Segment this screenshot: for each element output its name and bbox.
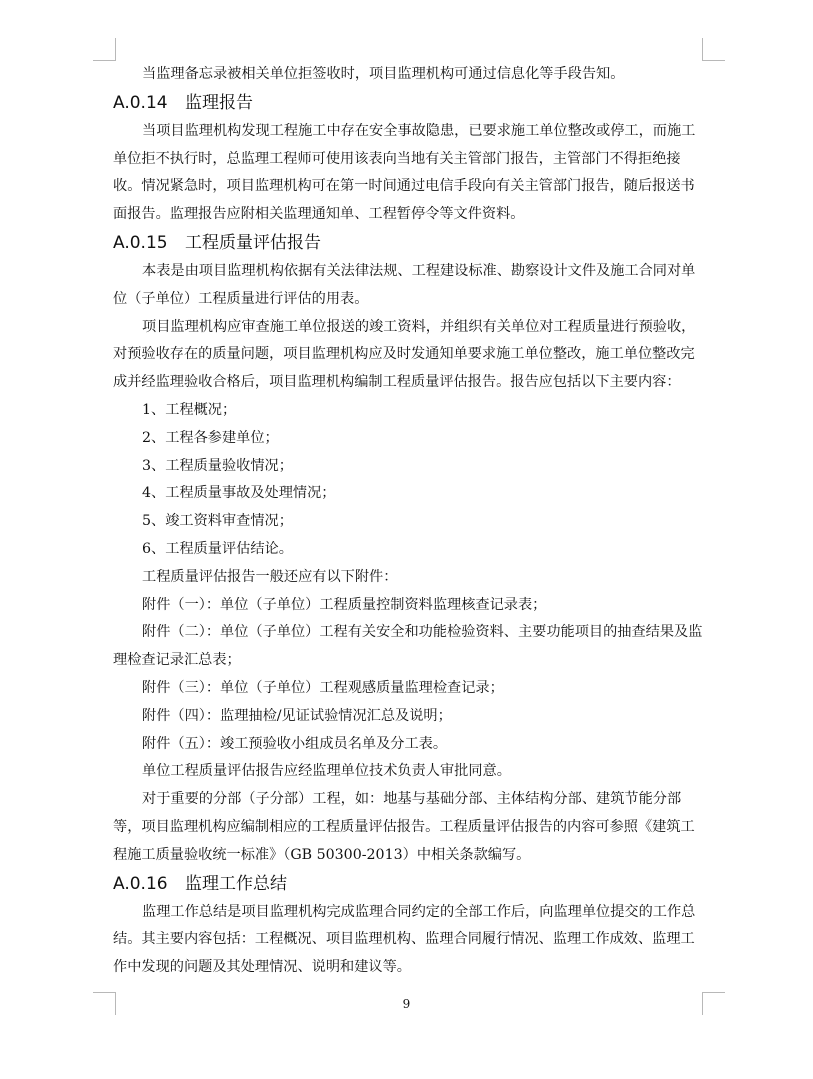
paragraph: 附件（三）：单位（子单位）工程观感质量监理检查记录； bbox=[142, 679, 504, 696]
section-title: 监理报告 bbox=[185, 92, 253, 113]
paragraph: 当项目监理机构发现工程施工中存在安全事故隐患，已要求施工单位整改或停工，而施工单位拒不执行时，总监理工程师可使用该表向当地有关主管部门报告，主管部门不得拒绝接收。情况紧急时，项目监理机构可在第一时间通过电信手段向有关主管部门报告，随后报送书面报告。监理报告应附相关监理通知单、工程暂停令等文件资料。 bbox=[113, 122, 696, 223]
paragraph: 附件（四）：监理抽检/见证试验情况汇总及说明； bbox=[142, 707, 452, 724]
list-item: 6、工程质量评估结论。 bbox=[142, 540, 293, 557]
document-body bbox=[113, 61, 705, 982]
paragraph: 单位工程质量评估报告应经监理单位技术负责人审批同意。 bbox=[142, 763, 511, 780]
paragraph: 附件（一）：单位（子单位）工程质量控制资料监理核查记录表； bbox=[142, 596, 547, 613]
crop-mark-top-left bbox=[93, 38, 116, 61]
paragraph: 监理工作总结是项目监理机构完成监理合同约定的全部工作后，向监理单位提交的工作总结。其主要内容包括：工程概况、项目监理机构、监理合同履行情况、监理工作成效、监理工作中发现的问题及其处理情况、说明和建议等。 bbox=[113, 903, 696, 976]
crop-mark-top-right bbox=[702, 38, 725, 61]
page-number: 9 bbox=[402, 997, 411, 1011]
list-item: 2、工程各参建单位； bbox=[142, 429, 279, 446]
section-heading bbox=[113, 89, 705, 118]
list-item: 5、竣工资料审查情况； bbox=[142, 513, 293, 530]
paragraph: 工程质量评估报告一般还应有以下附件： bbox=[142, 568, 398, 585]
section-title: 监理工作总结 bbox=[185, 873, 287, 894]
section-number: A.0.16 bbox=[113, 873, 168, 894]
section-heading bbox=[113, 229, 705, 258]
list-item: 4、工程质量事故及处理情况； bbox=[142, 485, 336, 502]
list-item: 1、工程概况； bbox=[142, 401, 237, 418]
list-item: 3、工程质量验收情况； bbox=[142, 457, 293, 474]
paragraph: 附件（二）：单位（子单位）工程有关安全和功能检验资料、主要功能项目的抽查结果及监理检查记录汇总表； bbox=[113, 624, 703, 669]
paragraph: 当监理备忘录被相关单位拒签收时，项目监理机构可通过信息化等手段告知。 bbox=[142, 66, 625, 82]
paragraph: 对于重要的分部（子分部）工程，如：地基与基础分部、主体结构分部、建筑节能分部等，项目监理机构应编制相应的工程质量评估报告。工程质量评估报告的内容可参照《建筑工程施工质量验收统一标准》（GB 50300-2013）中相关条款编写。 bbox=[113, 791, 695, 863]
section-number: A.0.15 bbox=[113, 232, 168, 253]
paragraph: 项目监理机构应审查施工单位报送的竣工资料，并组织有关单位对工程质量进行预验收，对预验收存在的质量问题，项目监理机构应及时发通知单要求施工单位整改，施工单位整改完成并经监理验收合格后，项目监理机构编制工程质量评估报告。报告应包括以下主要内容： bbox=[113, 318, 696, 391]
section-title: 工程质量评估报告 bbox=[185, 232, 321, 253]
paragraph: 附件（五）：竣工预验收小组成员名单及分工表。 bbox=[142, 735, 448, 752]
section-heading bbox=[113, 870, 705, 899]
section-number: A.0.14 bbox=[113, 92, 168, 113]
paragraph: 本表是由项目监理机构依据有关法律法规、工程建设标准、勘察设计文件及施工合同对单位（子单位）工程质量进行评估的用表。 bbox=[113, 262, 696, 307]
